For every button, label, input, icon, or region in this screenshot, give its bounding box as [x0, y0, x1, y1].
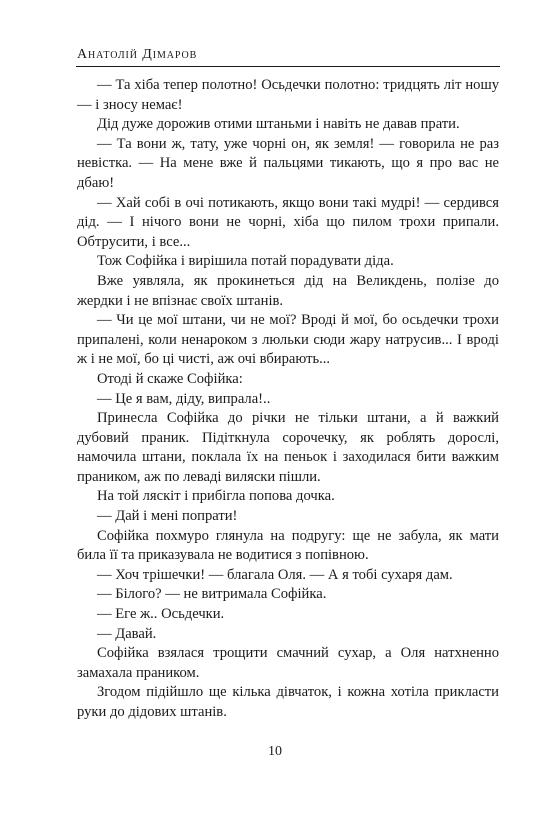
page-number: 10	[268, 744, 282, 759]
paragraph: Отоді й скаже Софійка:	[97, 370, 243, 387]
paragraph: Принесла Софійка до річки не тільки штани, а й важкий дубовий праник. Підіткнула сорочечку, як роблять дорослі, намочила штани, поклала їх на пеньок і заходилася бити важким праником, аж по леваді виляски пішли.	[77, 410, 499, 485]
paragraph: — Чи це мої штани, чи не мої? Вроді й мої, бо осьдечки трохи припалені, коли ненароком з люльки сюди жару натрусив... І вроді ж і не мої, бо ці чисті, аж очі вбирають...	[77, 312, 499, 368]
running-head-author: Анатолій Дімаров	[77, 47, 198, 62]
paragraph: Софійка взялася трощити смачний сухар, а Оля натхненно замахала праником.	[77, 645, 499, 681]
paragraph: — Та хіба тепер полотно! Осьдечки полотно: тридцять літ ношу — і зносу немає!	[77, 77, 499, 113]
paragraph: На той ляскіт і прибігла попова дочка.	[97, 488, 335, 505]
paragraph: — Та вони ж, тату, уже чорні он, як земля! — говорила не раз невістка. — На мене вже й пальцями тикають, що я про вас не дбаю!	[77, 135, 499, 191]
paragraph: — Хоч трішечки! — благала Оля. — А я тобі сухаря дам.	[97, 566, 453, 583]
paragraph: — Давай.	[97, 625, 157, 642]
paragraph: — Білого? — не витримала Софійка.	[97, 586, 327, 603]
paragraph: — Дай і мені попрати!	[97, 508, 238, 525]
page-body	[77, 76, 499, 723]
paragraph: Дід дуже дорожив отими штаньми і навіть не давав прати.	[97, 116, 460, 133]
header-divider	[76, 66, 500, 67]
paragraph: Згодом підійшло ще кілька дівчаток, і кожна хотіла прикласти руки до дідових штанів.	[77, 684, 499, 720]
paragraph: — Хай собі в очі потикають, якщо вони такі мудрі! — сердився дід. — І нічого вони не чорні, хіба що пилом трохи припали. Обтрусити, і все...	[77, 194, 499, 250]
paragraph: — Еге ж.. Осьдечки.	[97, 606, 225, 623]
paragraph: Вже уявляла, як прокинеться дід на Великдень, полізе до жердки і не впізнає своїх штанів.	[77, 272, 499, 309]
paragraph: Тож Софійка і вирішила потай порадувати діда.	[97, 253, 394, 270]
paragraph: Софійка похмуро глянула на подругу: ще не забула, як мати била її та приказувала не водитися з попівною.	[77, 527, 499, 564]
paragraph: — Це я вам, діду, випрала!..	[97, 390, 271, 407]
